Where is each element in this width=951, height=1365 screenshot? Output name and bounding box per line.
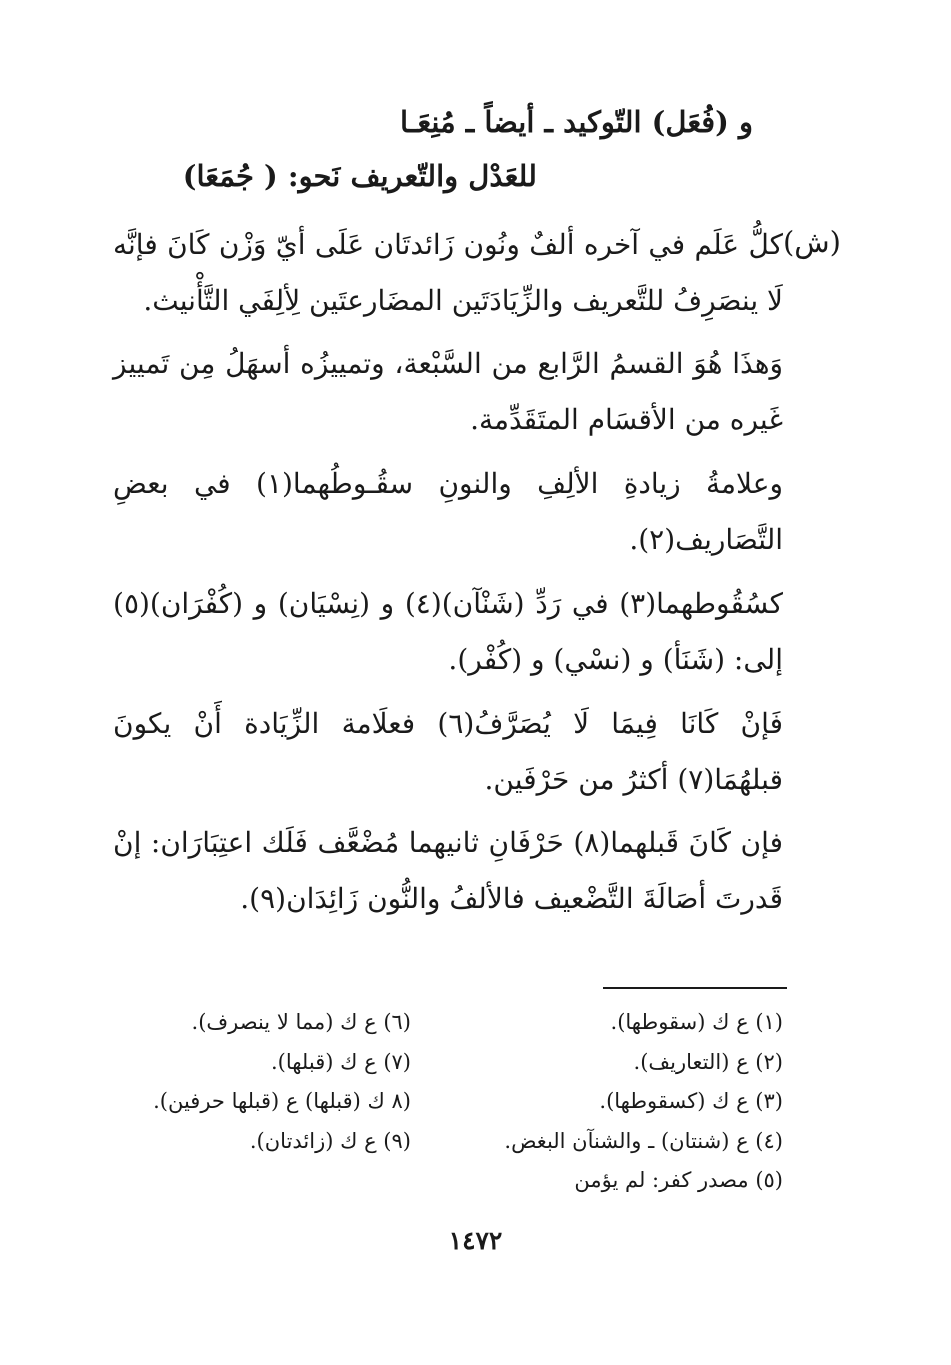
paragraph-4: كسُقُوطهما(٣) في رَدِّ (شَنْآن)(٤) و (نِسْيَان) و (كُفْرَان)(٥) إلى: (شَنَأ) و (نسْي) و (كُفْر). — [113, 587, 783, 676]
footnote-7: (٧) ع ك (قبلها). — [270, 1049, 411, 1074]
verse-text-1: و (فُعَل) التّوكيد ـ أيضاً ـ مُنِعَـا — [400, 105, 753, 139]
paragraph-3: وعلامةُ زيادةِ الألِفِ والنونِ سقُـوطُهما(١) في بعضِ التَّصَاريف(٢). — [113, 467, 783, 556]
footnote-1: (١) ع ك (سقوطها). — [610, 1010, 783, 1034]
footnote-2: (٢) ع (التعاريف). — [633, 1049, 783, 1074]
footnote-3: (٣) ع ك (كسقوطها). — [599, 1089, 783, 1113]
footnote-6: (٦) ع ك (مما لا ينصرف). — [191, 1010, 411, 1034]
paragraph-2: وَهذَا هُوَ القسمُ الرَّابع من السَّبْعة، وتمييزُه أسهَلُ مِن تَمييز غَيره من الأقسَام المتَقَدِّمة. — [113, 347, 783, 436]
footnotes-right-column — [453, 1003, 783, 1201]
footnote-4: (٤) ع (شنتان) ـ والشنآن البغض. — [504, 1128, 783, 1153]
footnote-5: (٥) مصدر كفر: لم يؤمن — [574, 1168, 783, 1192]
paragraph-6: فإن كَانَ قَبلهما(٨) حَرْفَانِ ثانيهما مُضْعَّف فَلَك اعتِبَارَان: إنْ قَدرتَ أصَالَةَ التَّضْعيف فالألفُ والنُّون زَائِدَان(٩). — [113, 826, 783, 915]
page-number: ١٤٧٢ — [448, 1226, 503, 1255]
footnote-9: (٩) ع ك (زائدتان). — [249, 1128, 411, 1153]
footnotes-left-column — [81, 1003, 411, 1161]
footnote-divider — [603, 987, 787, 989]
paragraph-5: فَإنْ كَانَا فِيمَا لَا يُصَرَّفُ(٦) فعلَامة الزِّيَادة أَنْ يكونَ قبلهُمَا(٧) أكثرُ من حَرْفَين. — [113, 707, 784, 796]
footnote-8: (٨ ك (قبلها) ع (قبلها حرفين). — [153, 1089, 411, 1113]
paragraph-1: كلُّ عَلَم في آخره ألفٌ ونُون زَائدتَان عَلَى أيّ وَزْن كَانَ فإنَّه لَا ينصَرِفُ للتَّعريف والزِّيَادَتَين المضَارعتَين لِألِفَي التَّأْنيث. — [113, 228, 783, 317]
verse-text-2: للعَدْل والتّعريف نَحو: ( جُمَعَا) — [182, 159, 537, 193]
commentary-marker: (ش) — [782, 225, 841, 259]
